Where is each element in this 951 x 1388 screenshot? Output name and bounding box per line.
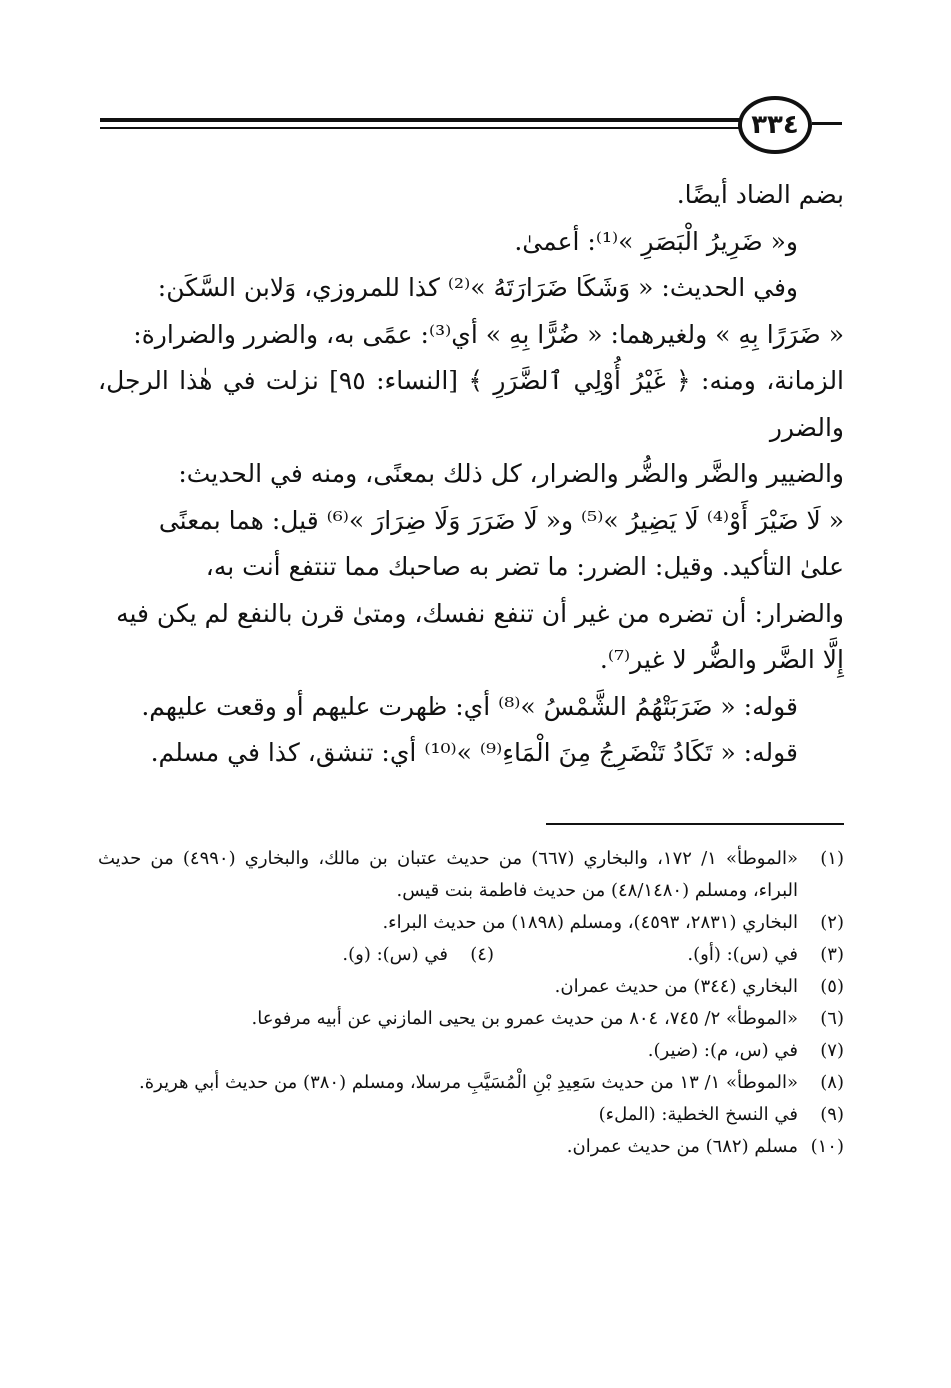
header-rule-top — [100, 118, 740, 122]
footnote-separator — [546, 823, 844, 825]
footnote-text: في (س، م): (ضير). — [647, 1040, 798, 1061]
footnote-text: مسلم (٦٨٢) من حديث عمران. — [566, 1136, 798, 1157]
footnote-5 — [98, 971, 844, 1003]
footnote-7 — [98, 1035, 844, 1067]
footnote-8 — [98, 1067, 844, 1099]
body-line-2: و« ضَرِيرُ الْبَصَرِ »⁽¹⁾: أعمىٰ. — [514, 226, 798, 256]
body-line-3: وفي الحديث: « وَشَكَا ضَرَارَتَهُ »⁽²⁾ كذا للمروزي، وَلابن السَّكَن: — [157, 273, 798, 302]
footnote-number: (١٠) — [810, 1136, 844, 1157]
footnote-text: «الموطأ» ٢/ ٧٤٥، ٨٠٤ من حديث عمرو بن يحيى المازني عن أبيه مرفوعا. — [251, 1008, 798, 1029]
body-line-12: قوله: « تَكَادُ تَنْضَرِجُ مِنَ الْمَاءِ⁽⁹⁾ »⁽¹⁰⁾ أي: تنشق، كذا في مسلم. — [150, 738, 798, 767]
footnote-number: (٦) — [820, 1008, 844, 1029]
footnote-text: «الموطأ» ١/ ١٧٢، والبخاري (٦٦٧) من حديث عتبان بن مالك، والبخاري (٤٩٩٠) من حديث البراء، ومسلم (٤٨/١٤٨٠) من حديث فاطمة بنت قيس. — [98, 848, 798, 901]
body-line-5: الزمانة، ومنه: ﴿ غَيْرُ أُوْلِي ٱلضَّرَرِ ﴾ [النساء: ٩٥] نزلت في هٰذا الرجل، والضرر — [98, 366, 845, 442]
footnote-1 — [98, 843, 844, 907]
body-line-1: بضم الضاد أيضًا. — [676, 180, 844, 209]
header-rule-bottom — [100, 127, 740, 129]
footnote-number: (٧) — [820, 1040, 844, 1061]
footnote-text: البخاري (٣٤٤) من حديث عمران. — [554, 976, 798, 997]
header-rule-right — [812, 122, 842, 125]
footnote-10 — [98, 1131, 844, 1163]
footnote-number: (٣) — [820, 944, 844, 965]
footnote-number: (١) — [820, 848, 844, 869]
footnote-9 — [98, 1099, 844, 1131]
footnote-text: في النسخ الخطية: (الملء) — [598, 1104, 798, 1125]
footnote-6 — [98, 1003, 844, 1035]
footnote-number: (٨) — [820, 1072, 844, 1093]
body-line-9: والضرار: أن تضره من غير أن تنفع نفسك، ومتىٰ قرن بالنفع لم يكن فيه — [116, 598, 844, 628]
footnote-number: (٤) — [470, 944, 494, 965]
footnotes — [98, 843, 844, 1163]
footnote-4 — [342, 939, 494, 971]
footnote-text: «الموطأ» ١/ ١٣ من حديث سَعِيدِ بْنِ الْمُسَيَّبِ مرسلا، ومسلم (٣٨٠) من حديث أبي هريرة. — [139, 1072, 798, 1093]
body-line-11: قوله: « ضَرَبَتْهُمُ الشَّمْسُ »⁽⁸⁾ أي: ظهرت عليهم أو وقعت عليهم. — [141, 691, 798, 721]
footnote-number: (٩) — [820, 1104, 844, 1125]
body-line-10: إِلَّا الضَّر والضُّر لا غير⁽⁷⁾. — [599, 645, 844, 674]
page-number: ٣٣٤ — [738, 96, 812, 154]
body-line-4: « ضَرَرًا بِهِ » ولغيرهما: « ضُرًّا بِهِ » أي⁽³⁾: عمًى به، والضرر والضرارة: — [133, 319, 844, 349]
main-text — [98, 172, 844, 777]
footnote-text: في (س): (أو). — [687, 944, 798, 965]
footnote-text: في (س): (و). — [342, 944, 448, 965]
footnote-text: البخاري (٢٨٣١، ٤٥٩٣)، ومسلم (١٨٩٨) من حديث البراء. — [382, 912, 798, 933]
footnote-3 — [494, 939, 844, 971]
body-line-8: علىٰ التأكيد. وقيل: الضرر: ما تضر به صاحبك مما تنتفع أنت به، — [205, 552, 844, 581]
body-line-6: والضيير والضَّر والضُّر والضرار، كل ذلك بمعنًى، ومنه في الحديث: — [178, 459, 844, 488]
footnote-pair-3-4 — [98, 939, 844, 971]
footnote-number: (٥) — [820, 976, 844, 997]
body-line-7: « لَا ضَيْرَ أَوْ⁽⁴⁾ لَا يَضِيرُ »⁽⁵⁾ و« لَا ضَرَرَ وَلَا ضِرَارَ »⁽⁶⁾ قيل: هما بمعنًى — [158, 505, 844, 535]
footnote-number: (٢) — [820, 912, 844, 933]
footnote-2 — [98, 907, 844, 939]
